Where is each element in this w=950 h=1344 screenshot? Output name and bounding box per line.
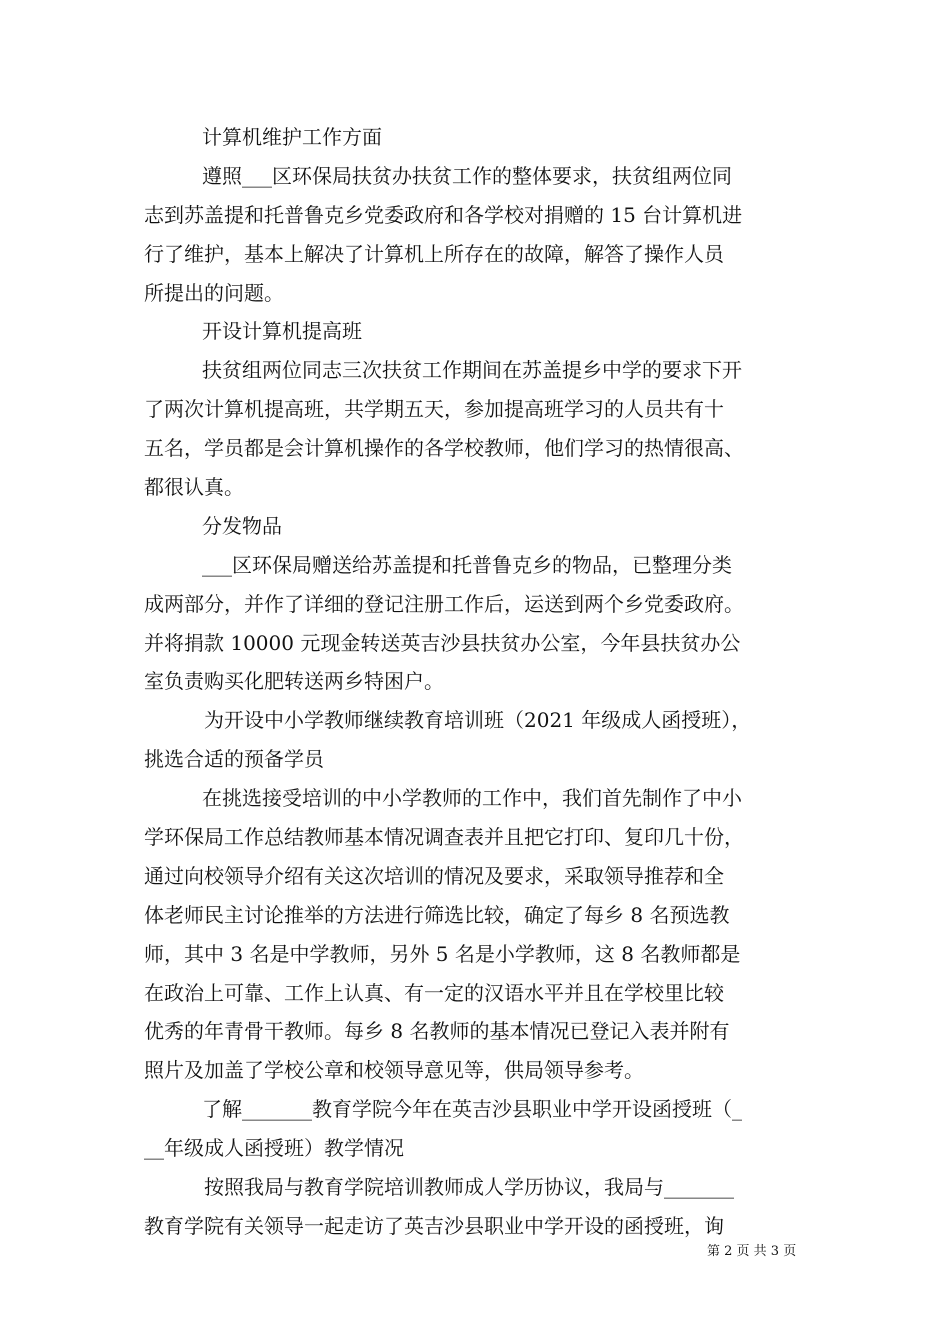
paragraph-line: 按照我局与教育学院培训教师成人学历协议，我局与_______ <box>204 1175 734 1200</box>
section-heading-correspondence-class: 了解_______教育学院今年在英吉沙县职业中学开设函授班（_ <box>202 1097 742 1122</box>
paragraph-line: 扶贫组两位同志三次扶贫工作期间在苏盖提乡中学的要求下开 <box>202 358 742 383</box>
paragraph-line: 在政治上可靠、工作上认真、有一定的汉语水平并且在学校里比较 <box>144 980 724 1005</box>
paragraph-line: ___区环保局赠送给苏盖提和托普鲁克乡的物品，已整理分类 <box>202 552 732 577</box>
paragraph-line: 体老师民主讨论推举的方法进行筛选比较，确定了每乡 8 名预选教 <box>144 902 730 927</box>
section-heading-computer-maintenance: 计算机维护工作方面 <box>202 125 382 149</box>
paragraph-line: 并将捐款 10000 元现金转送英吉沙县扶贫办公室，今年县扶贫办公 <box>144 630 741 655</box>
paragraph-line: 成两部分，并作了详细的登记注册工作后，运送到两个乡党委政府。 <box>144 591 744 616</box>
paragraph-line: 通过向校领导介绍有关这次培训的情况及要求，采取领导推荐和全 <box>144 863 724 888</box>
paragraph-line: 师，其中 3 名是中学教师，另外 5 名是小学教师，这 8 名教师都是 <box>144 941 741 966</box>
section-heading-teacher-training: 为开设中小学教师继续教育培训班（2021 年级成人函授班）， <box>204 708 752 733</box>
paragraph-line: 在挑选接受培训的中小学教师的工作中，我们首先制作了中小 <box>202 786 742 811</box>
paragraph-line: 学环保局工作总结教师基本情况调查表并且把它打印、复印几十份， <box>144 825 744 850</box>
paragraph-line: 室负责购买化肥转送两乡特困户。 <box>144 669 444 694</box>
paragraph-line: 教育学院有关领导一起走访了英吉沙县职业中学开设的函授班，询 <box>144 1213 724 1238</box>
paragraph-line: 都很认真。 <box>144 475 244 500</box>
paragraph-line: 五名，学员都是会计算机操作的各学校教师，他们学习的热情很高、 <box>144 436 744 461</box>
section-heading-line: 挑选合适的预备学员 <box>144 747 324 772</box>
paragraph-line: 行了维护，基本上解决了计算机上所存在的故障，解答了操作人员 <box>144 241 724 266</box>
document-body <box>144 118 812 1246</box>
paragraph-line: 志到苏盖提和托普鲁克乡党委政府和各学校对捐赠的 15 台计算机进 <box>144 202 743 227</box>
paragraph-line: 所提出的问题。 <box>144 280 284 305</box>
section-heading-line: __年级成人函授班）教学情况 <box>144 1136 404 1161</box>
paragraph-line: 遵照___区环保局扶贫办扶贫工作的整体要求，扶贫组两位同 <box>202 163 732 188</box>
section-heading-computer-class: 开设计算机提高班 <box>202 319 362 344</box>
paragraph-line: 了两次计算机提高班，共学期五天，参加提高班学习的人员共有十 <box>144 397 724 422</box>
page-number: 第 2 页 共 3 页 <box>707 1244 797 1259</box>
section-heading-distribute-items: 分发物品 <box>202 513 282 538</box>
paragraph-line: 优秀的年青骨干教师。每乡 8 名教师的基本情况已登记入表并附有 <box>144 1019 730 1044</box>
paragraph-line: 照片及加盖了学校公章和校领导意见等，供局领导参考。 <box>144 1058 644 1083</box>
